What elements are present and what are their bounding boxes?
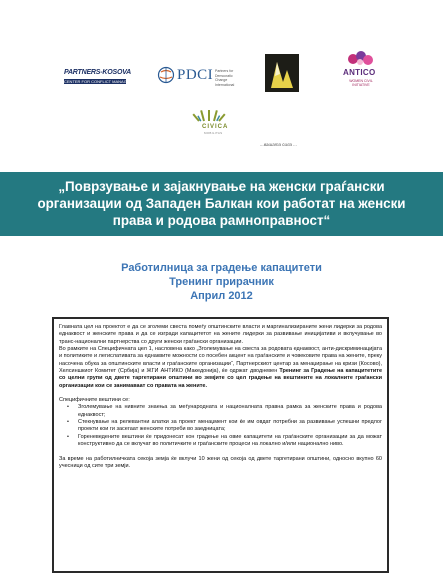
partners-kosova-logo-bar: CENTER FOR CONFLICT MANAGEMENT — [64, 79, 141, 84]
antico-logo-text: ANTICO — [343, 68, 376, 77]
skills-heading: Специфичните вештини се: — [59, 397, 130, 404]
helsinki-emblem-icon — [265, 54, 299, 92]
manual-title: Тренинг прирачник — [169, 276, 274, 288]
workshop-heading — [0, 261, 443, 303]
partners-kosova-logo — [64, 69, 141, 84]
list-item: • Стекнување на релевантни алатки за проект менаџмент кои ќе им овдат потребни за развивање успешни предлог проекти кои ги засегаат женските потреби во заедницата; — [78, 419, 382, 434]
antico-logo — [340, 50, 380, 92]
antico-logo-subtitle: WOMEN CIVIL INITIATIVE — [349, 79, 373, 87]
helsinki-committee-logo — [265, 54, 299, 92]
civica-logo — [190, 108, 270, 148]
publication-date: Април 2012 — [190, 290, 253, 302]
pdci-logo-name: PDCI — [177, 67, 214, 83]
list-item: • Гореневедените вештини ќе придонесат кон градење на овие капацитети на граѓанските организации за да можат конструктивно да се вклучат во политичките и граѓанските процеси на локално и/или национално ниво. — [78, 434, 382, 449]
project-title: „Поврзување и зајакнување на женски граѓански организации од Западен Балкан кои работат на женски права и родова рамноправност“ — [37, 179, 406, 228]
partners-kosova-logo-text: PARTNERS-KOSOVA — [64, 69, 132, 76]
pdci-globe-icon — [157, 65, 175, 85]
project-summary-box — [52, 317, 389, 573]
main-goal-paragraph: Главната цел на проектот е да се зголеми свеста помеѓу општинските власти и маргинализираните жени лидерки за родова еднаквост и женските права и да се изгради капацитетот на жените лидерки за развивање иницијативи и вклучување во транс-национални партнерства со други женски граѓански организации. — [59, 324, 382, 345]
pdci-logo — [157, 65, 247, 87]
skills-list — [59, 404, 382, 448]
pdci-logo-tagline: Partners for Democratic Change International — [215, 69, 235, 87]
antico-flower-icon — [340, 50, 380, 68]
civica-tagline: ...вашата сила ... — [260, 142, 297, 147]
closing-paragraph: За време на работилничката секоја земја ќе вклучи 10 жени од секоја од двете таргетирани општини, односно вкупно 60 учесници од сите три земји. — [59, 455, 382, 469]
training-description: Тренинг за Градење на капацитетите со целни групи од двете таргетирани општини во земјите со цел градење на вештините на локалните граѓански организации кои се занимаваат со правата на жените. — [59, 368, 382, 389]
specific-goal-paragraph — [59, 346, 382, 390]
specific-goal-text: Во рамките на Специфичната цел 1, насловена како „Зголемување на свеста за родовата еднаквост, анти-дискриминацијата и политиките и легислативата за еднаквите можности со посебен акцент на граѓанските и човековите права на жените, преку насочена обука за општинските власти и граѓанските организации“, Партнерскиот центар за менаџирање на кризи (Косово), Хелсиншкиот Комитет (Србија) и ЖГИ АНТИКО (Македонија), ќе одржат дводневен — [59, 346, 382, 375]
civica-logo-subtitle: MOBILITAS — [204, 131, 223, 135]
list-item: • Зголемување на нивните знаења за меѓународната и националната правна рамка за женските права и родова еднаквост; — [78, 404, 382, 419]
civica-logo-text: CIVICA — [202, 124, 229, 130]
workshop-title: Работилница за градење капацитети — [121, 262, 322, 274]
